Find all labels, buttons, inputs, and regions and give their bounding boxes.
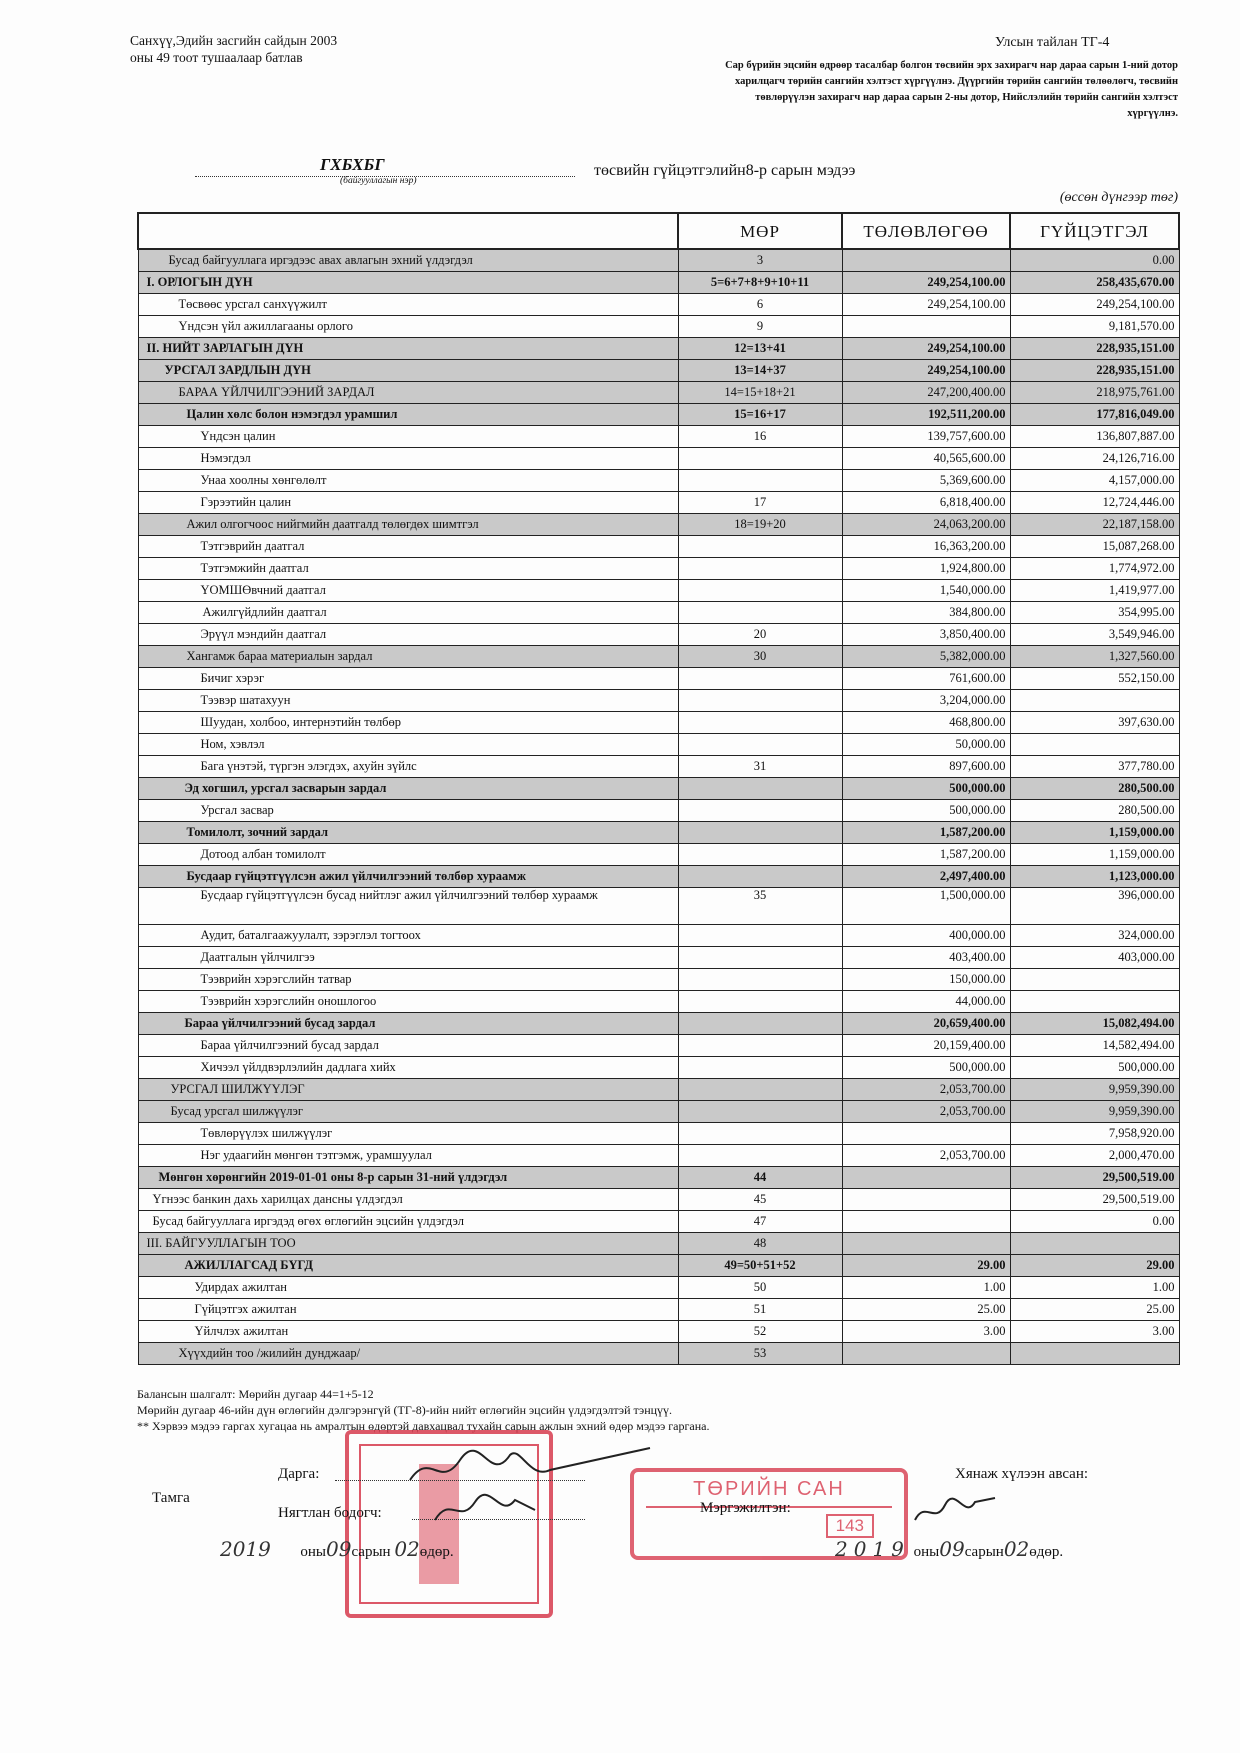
row-label: Аудит, баталгаажуулалт, зэрэглэл тогтоох <box>138 925 678 947</box>
table-row <box>138 1211 1179 1233</box>
row-actual <box>1010 1233 1179 1255</box>
row-actual: 397,630.00 <box>1010 712 1179 734</box>
row-plan: 1,540,000.00 <box>842 580 1010 602</box>
row-number <box>678 800 842 822</box>
row-label: Хүүхдийн тоо /жилийн дунджаар/ <box>138 1343 678 1365</box>
row-label: Дотоод албан томилолт <box>138 844 678 866</box>
table-row <box>138 1277 1179 1299</box>
row-actual: 9,959,390.00 <box>1010 1101 1179 1123</box>
row-plan: 500,000.00 <box>842 778 1010 800</box>
row-actual: 29.00 <box>1010 1255 1179 1277</box>
row-actual: 249,254,100.00 <box>1010 294 1179 316</box>
row-label: I. ОРЛОГЫН ДҮН <box>138 272 678 294</box>
row-number <box>678 778 842 800</box>
date-right-oni: оны <box>913 1544 940 1560</box>
row-plan: 1,587,200.00 <box>842 822 1010 844</box>
row-actual: 177,816,049.00 <box>1010 404 1179 426</box>
row-number: 52 <box>678 1321 842 1343</box>
footnote-balance-check: Балансын шалгалт: Мөрийн дугаар 44=1+5-12 <box>137 1387 374 1401</box>
signature-specialist <box>910 1490 1000 1530</box>
table-row <box>138 382 1179 404</box>
table-row <box>138 580 1179 602</box>
row-label: Унаа хоолны хөнгөлөлт <box>138 470 678 492</box>
row-actual: 280,500.00 <box>1010 800 1179 822</box>
table-header-row <box>138 213 1179 249</box>
row-plan: 384,800.00 <box>842 602 1010 624</box>
row-number <box>678 536 842 558</box>
row-label: Хичээл үйлдвэрлэлийн дадлага хийх <box>138 1057 678 1079</box>
approval-note: Санхүү,Эдийн засгийн сайдын 2003 оны 49 тоот тушаалаар батлав <box>130 33 338 65</box>
row-plan: 249,254,100.00 <box>842 360 1010 382</box>
row-plan: 2,497,400.00 <box>842 866 1010 888</box>
row-number <box>678 1013 842 1035</box>
table-row <box>138 602 1179 624</box>
table-row <box>138 1079 1179 1101</box>
row-label: Эд хогшил, урсгал засварын зардал <box>138 778 678 800</box>
table-row <box>138 514 1179 536</box>
row-actual: 15,087,268.00 <box>1010 536 1179 558</box>
date-right-year: 2019 <box>835 1537 910 1561</box>
row-plan: 500,000.00 <box>842 1057 1010 1079</box>
row-plan: 16,363,200.00 <box>842 536 1010 558</box>
row-number <box>678 1145 842 1167</box>
row-actual <box>1010 969 1179 991</box>
table-row <box>138 294 1179 316</box>
row-number: 16 <box>678 426 842 448</box>
row-number <box>678 712 842 734</box>
row-label: Шуудан, холбоо, интернэтийн төлбөр <box>138 712 678 734</box>
stamp-label: Тамга <box>152 1490 190 1506</box>
table-row <box>138 360 1179 382</box>
row-number: 30 <box>678 646 842 668</box>
row-plan <box>842 1123 1010 1145</box>
row-label: Ном, хэвлэл <box>138 734 678 756</box>
submission-note: Сар бүрийн эцсийн өдрөөр тасалбар болгон төсвийн эрх захирагч нар дараа сарын 1-ний дотор харилцагч төрийн сангийн хэлтэст хүргүүлнэ. Дүүргийн төрийн сангийн төлөөлөгч, төсвийн төвлөрүүлэн захирагч нар дараа сарын 2-ны дотор, Нийслэлийн төрийн сангийн хэлтэст хүргүүлнэ. <box>725 60 1178 119</box>
row-label: БАРАА ҮЙЛЧИЛГЭЭНИЙ ЗАРДАЛ <box>138 382 678 404</box>
budget-table <box>137 212 1180 1365</box>
row-actual: 15,082,494.00 <box>1010 1013 1179 1035</box>
row-label: II. НИЙТ ЗАРЛАГЫН ДҮН <box>138 338 678 360</box>
table-row <box>138 1013 1179 1035</box>
row-label: III. БАЙГУУЛЛАГЫН ТОО <box>138 1233 678 1255</box>
row-number <box>678 925 842 947</box>
row-plan: 1,587,200.00 <box>842 844 1010 866</box>
row-actual <box>1010 690 1179 712</box>
row-label: Бусад байгууллага иргэдээс авах авлагын эхний үлдэгдэл <box>138 249 678 272</box>
row-label: Даатгалын үйлчилгээ <box>138 947 678 969</box>
row-plan: 2,053,700.00 <box>842 1101 1010 1123</box>
row-label: Төвлөрүүлэх шилжүүлэг <box>138 1123 678 1145</box>
row-plan: 468,800.00 <box>842 712 1010 734</box>
unit-note: (өссөн дүнгээр төг) <box>1059 190 1178 205</box>
row-label: УРСГАЛ ЗАРДЛЫН ДҮН <box>138 360 678 382</box>
row-actual: 403,000.00 <box>1010 947 1179 969</box>
table-row <box>138 1167 1179 1189</box>
row-plan: 2,053,700.00 <box>842 1079 1010 1101</box>
row-label: Ажил олгогчоос нийгмийн даатгалд төлөгдөх шимтгэл <box>138 514 678 536</box>
col-header-row-number: МӨР <box>678 213 842 249</box>
row-label: Нэмэгдэл <box>138 448 678 470</box>
row-plan <box>842 316 1010 338</box>
table-row <box>138 1321 1179 1343</box>
footnote-payables: Мөрийн дугаар 46-ийн дүн өглөгийн дэлгэрэнгүй (ТГ-8)-ийн нийт өглөгийн эцсийн үлдэгдэлтэй тэнцүү. <box>137 1403 673 1417</box>
row-actual: 24,126,716.00 <box>1010 448 1179 470</box>
table-row <box>138 947 1179 969</box>
accountant-label: Нягтлан бодогч: <box>278 1505 382 1521</box>
row-number: 51 <box>678 1299 842 1321</box>
row-actual: 280,500.00 <box>1010 778 1179 800</box>
row-number: 53 <box>678 1343 842 1365</box>
row-number <box>678 844 842 866</box>
table-row <box>138 756 1179 778</box>
row-actual: 324,000.00 <box>1010 925 1179 947</box>
table-row <box>138 1255 1179 1277</box>
table-row <box>138 668 1179 690</box>
row-label: Удирдах ажилтан <box>138 1277 678 1299</box>
row-plan: 247,200,400.00 <box>842 382 1010 404</box>
table-row <box>138 558 1179 580</box>
table-row <box>138 448 1179 470</box>
row-number: 18=19+20 <box>678 514 842 536</box>
table-row <box>138 470 1179 492</box>
table-row <box>138 1343 1179 1365</box>
row-actual: 228,935,151.00 <box>1010 360 1179 382</box>
row-label: Цалин хөлс болон нэмэгдэл урамшил <box>138 404 678 426</box>
row-plan <box>842 1211 1010 1233</box>
row-actual: 22,187,158.00 <box>1010 514 1179 536</box>
table-row <box>138 925 1179 947</box>
row-plan: 139,757,600.00 <box>842 426 1010 448</box>
row-plan: 403,400.00 <box>842 947 1010 969</box>
row-label: Үйлчлэх ажилтан <box>138 1321 678 1343</box>
row-plan: 897,600.00 <box>842 756 1010 778</box>
row-label: Тээвэр шатахуун <box>138 690 678 712</box>
table-row <box>138 969 1179 991</box>
row-label: Үгнээс банкин дахь харилцах дансны үлдэгдэл <box>138 1189 678 1211</box>
row-plan: 20,159,400.00 <box>842 1035 1010 1057</box>
table-row <box>138 800 1179 822</box>
table-row <box>138 866 1179 888</box>
table-row <box>138 1057 1179 1079</box>
row-label: Тээврийн хэрэгслийн татвар <box>138 969 678 991</box>
table-row <box>138 822 1179 844</box>
row-label: Урсгал засвар <box>138 800 678 822</box>
row-actual: 29,500,519.00 <box>1010 1189 1179 1211</box>
row-number <box>678 822 842 844</box>
row-number <box>678 668 842 690</box>
footnotes <box>137 1386 710 1434</box>
table-row <box>138 426 1179 448</box>
row-number: 12=13+41 <box>678 338 842 360</box>
row-plan <box>842 1189 1010 1211</box>
row-plan: 6,818,400.00 <box>842 492 1010 514</box>
row-actual: 7,958,920.00 <box>1010 1123 1179 1145</box>
row-plan: 50,000.00 <box>842 734 1010 756</box>
table-row <box>138 1035 1179 1057</box>
row-plan: 29.00 <box>842 1255 1010 1277</box>
row-actual: 3,549,946.00 <box>1010 624 1179 646</box>
row-label: Мөнгөн хөрөнгийн 2019-01-01 оны 8-р сарын 31-ний үлдэгдэл <box>138 1167 678 1189</box>
row-plan: 3,850,400.00 <box>842 624 1010 646</box>
table-row <box>138 492 1179 514</box>
table-row <box>138 272 1179 294</box>
received-label: Хянаж хүлээн авсан: <box>955 1466 1089 1482</box>
row-actual <box>1010 734 1179 756</box>
table-row <box>138 1145 1179 1167</box>
date-left-sar: сарын <box>351 1544 391 1560</box>
row-plan: 400,000.00 <box>842 925 1010 947</box>
report-code: Улсын тайлан ТГ-4 <box>995 35 1110 50</box>
row-number <box>678 1101 842 1123</box>
specialist-label: Мэргэжилтэн: <box>700 1500 791 1516</box>
org-name-line <box>195 160 575 177</box>
table-row <box>138 844 1179 866</box>
row-label: Бусад урсгал шилжүүлэг <box>138 1101 678 1123</box>
row-actual: 29,500,519.00 <box>1010 1167 1179 1189</box>
row-number: 47 <box>678 1211 842 1233</box>
date-right-sar: сарын <box>964 1544 1004 1560</box>
table-row <box>138 1299 1179 1321</box>
row-number <box>678 1057 842 1079</box>
row-label: Тэтгэмжийн даатгал <box>138 558 678 580</box>
row-plan: 20,659,400.00 <box>842 1013 1010 1035</box>
row-label: Төсвөөс урсгал санхүүжилт <box>138 294 678 316</box>
row-plan: 1,924,800.00 <box>842 558 1010 580</box>
row-actual: 4,157,000.00 <box>1010 470 1179 492</box>
row-plan: 2,053,700.00 <box>842 1145 1010 1167</box>
row-plan: 761,600.00 <box>842 668 1010 690</box>
org-name: ГХБХБГ <box>320 155 385 174</box>
row-plan: 249,254,100.00 <box>842 272 1010 294</box>
row-label: Тэтгэврийн даатгал <box>138 536 678 558</box>
row-actual <box>1010 1343 1179 1365</box>
row-number <box>678 690 842 712</box>
col-header-plan: ТӨЛӨВЛӨГӨӨ <box>842 213 1010 249</box>
row-actual: 1,159,000.00 <box>1010 822 1179 844</box>
row-number <box>678 558 842 580</box>
row-number: 14=15+18+21 <box>678 382 842 404</box>
row-label: Гэрээтийн цалин <box>138 492 678 514</box>
row-actual: 258,435,670.00 <box>1010 272 1179 294</box>
table-row <box>138 690 1179 712</box>
row-number: 6 <box>678 294 842 316</box>
row-actual <box>1010 991 1179 1013</box>
date-right-odor: өдөр. <box>1029 1544 1064 1560</box>
row-actual: 354,995.00 <box>1010 602 1179 624</box>
row-plan: 249,254,100.00 <box>842 294 1010 316</box>
date-left-year: 2019 <box>220 1537 271 1561</box>
col-header-actual: ГҮЙЦЭТГЭЛ <box>1010 213 1179 249</box>
row-number <box>678 448 842 470</box>
row-plan: 3,204,000.00 <box>842 690 1010 712</box>
row-actual: 1.00 <box>1010 1277 1179 1299</box>
date-left-month: 09 <box>326 1537 352 1561</box>
table-row <box>138 646 1179 668</box>
footnote-holiday: ** Хэрвээ мэдээ гаргах хугацаа нь амралтын өдөртэй давхацвал тухайн сарын ажлын эхний өдөр мэдээ гаргана. <box>137 1419 710 1433</box>
row-plan: 150,000.00 <box>842 969 1010 991</box>
row-actual: 1,123,000.00 <box>1010 866 1179 888</box>
table-body <box>138 249 1179 1365</box>
row-actual: 12,724,446.00 <box>1010 492 1179 514</box>
row-actual: 1,774,972.00 <box>1010 558 1179 580</box>
row-actual: 25.00 <box>1010 1299 1179 1321</box>
row-number <box>678 734 842 756</box>
row-number <box>678 947 842 969</box>
row-plan <box>842 1343 1010 1365</box>
row-number: 5=6+7+8+9+10+11 <box>678 272 842 294</box>
table-row <box>138 991 1179 1013</box>
table-row <box>138 712 1179 734</box>
row-plan: 5,369,600.00 <box>842 470 1010 492</box>
row-label: Эрүүл мэндийн даатгал <box>138 624 678 646</box>
row-number: 17 <box>678 492 842 514</box>
row-plan: 44,000.00 <box>842 991 1010 1013</box>
row-actual: 1,419,977.00 <box>1010 580 1179 602</box>
row-plan <box>842 1167 1010 1189</box>
row-label: УРСГАЛ ШИЛЖҮҮЛЭГ <box>138 1079 678 1101</box>
director-label: Дарга: <box>278 1466 320 1482</box>
row-number <box>678 602 842 624</box>
row-actual: 0.00 <box>1010 1211 1179 1233</box>
row-actual: 9,181,570.00 <box>1010 316 1179 338</box>
row-plan: 40,565,600.00 <box>842 448 1010 470</box>
date-left-day: 02 <box>394 1537 420 1561</box>
row-actual: 552,150.00 <box>1010 668 1179 690</box>
row-actual: 9,959,390.00 <box>1010 1079 1179 1101</box>
row-actual: 396,000.00 <box>1010 888 1179 925</box>
row-actual: 500,000.00 <box>1010 1057 1179 1079</box>
treasury-stamp-title: ТӨРИЙН САН <box>693 1478 845 1500</box>
row-label: Ажилгүйдлийн даатгал <box>138 602 678 624</box>
row-plan <box>842 1233 1010 1255</box>
table-row <box>138 338 1179 360</box>
row-actual: 14,582,494.00 <box>1010 1035 1179 1057</box>
signature-accountant <box>430 1490 540 1530</box>
row-label: Нэг удаагийн мөнгөн тэтгэмж, урамшуулал <box>138 1145 678 1167</box>
row-label: ҮОМШӨвчний даатгал <box>138 580 678 602</box>
table-row <box>138 888 1179 925</box>
row-plan <box>842 249 1010 272</box>
table-row <box>138 249 1179 272</box>
row-number: 15=16+17 <box>678 404 842 426</box>
row-number: 9 <box>678 316 842 338</box>
row-actual: 218,975,761.00 <box>1010 382 1179 404</box>
table-row <box>138 734 1179 756</box>
row-label: Томилолт, зочний зардал <box>138 822 678 844</box>
date-right <box>835 1537 1063 1561</box>
row-number <box>678 470 842 492</box>
row-label: Бага үнэтэй, түргэн элэгдэх, ахуйн зүйлс <box>138 756 678 778</box>
row-number <box>678 1123 842 1145</box>
table-row <box>138 1233 1179 1255</box>
row-label: Бараа үйлчилгээний бусад зардал <box>138 1013 678 1035</box>
row-label: Үндсэн цалин <box>138 426 678 448</box>
org-caption: (байгууллагын нэр) <box>340 176 417 186</box>
row-label: Хангамж бараа материалын зардал <box>138 646 678 668</box>
row-plan: 5,382,000.00 <box>842 646 1010 668</box>
date-left <box>220 1537 454 1561</box>
row-label: Бусдаар гүйцэтгүүлсэн бусад нийтлэг ажил үйлчилгээний төлбөр хураамж <box>138 888 678 925</box>
row-plan: 24,063,200.00 <box>842 514 1010 536</box>
row-number <box>678 580 842 602</box>
row-number: 31 <box>678 756 842 778</box>
row-number: 20 <box>678 624 842 646</box>
report-title: төсвийн гүйцэтгэлийн8-р сарын мэдээ <box>594 162 856 179</box>
row-number: 50 <box>678 1277 842 1299</box>
row-label: Үндсэн үйл ажиллагааны орлого <box>138 316 678 338</box>
row-actual: 136,807,887.00 <box>1010 426 1179 448</box>
row-number: 13=14+37 <box>678 360 842 382</box>
table-row <box>138 536 1179 558</box>
row-plan: 500,000.00 <box>842 800 1010 822</box>
table-row <box>138 404 1179 426</box>
row-number <box>678 991 842 1013</box>
row-actual: 0.00 <box>1010 249 1179 272</box>
date-right-month: 09 <box>939 1537 965 1561</box>
row-label: Бусдаар гүйцэтгүүлсэн ажил үйлчилгээний төлбөр хураамж <box>138 866 678 888</box>
row-label: Гүйцэтгэх ажилтан <box>138 1299 678 1321</box>
table-row <box>138 1189 1179 1211</box>
row-actual: 1,327,560.00 <box>1010 646 1179 668</box>
row-number: 3 <box>678 249 842 272</box>
row-label: Бичиг хэрэг <box>138 668 678 690</box>
row-plan: 1,500,000.00 <box>842 888 1010 925</box>
row-number <box>678 1079 842 1101</box>
row-number <box>678 969 842 991</box>
row-plan: 249,254,100.00 <box>842 338 1010 360</box>
row-number: 45 <box>678 1189 842 1211</box>
row-actual: 2,000,470.00 <box>1010 1145 1179 1167</box>
table-row <box>138 624 1179 646</box>
date-left-oni: оны <box>300 1544 327 1560</box>
row-actual: 1,159,000.00 <box>1010 844 1179 866</box>
row-number: 49=50+51+52 <box>678 1255 842 1277</box>
row-number <box>678 1035 842 1057</box>
row-plan: 1.00 <box>842 1277 1010 1299</box>
table-row <box>138 1101 1179 1123</box>
row-plan: 192,511,200.00 <box>842 404 1010 426</box>
row-actual: 3.00 <box>1010 1321 1179 1343</box>
treasury-stamp-number: 143 <box>826 1514 874 1538</box>
row-label: Тээврийн хэрэгслийн оношлогоо <box>138 991 678 1013</box>
row-plan: 25.00 <box>842 1299 1010 1321</box>
row-number: 35 <box>678 888 842 925</box>
row-actual: 377,780.00 <box>1010 756 1179 778</box>
row-number: 48 <box>678 1233 842 1255</box>
row-label: Бусад байгууллага иргэдэд өгөх өглөгийн эцсийн үлдэгдэл <box>138 1211 678 1233</box>
table-row <box>138 1123 1179 1145</box>
row-number <box>678 866 842 888</box>
row-plan: 3.00 <box>842 1321 1010 1343</box>
date-left-odor: өдөр. <box>419 1544 454 1560</box>
row-number: 44 <box>678 1167 842 1189</box>
col-header-label <box>138 213 678 249</box>
date-right-day: 02 <box>1003 1537 1030 1561</box>
table-row <box>138 316 1179 338</box>
row-actual: 228,935,151.00 <box>1010 338 1179 360</box>
table-row <box>138 778 1179 800</box>
row-label: Бараа үйлчилгээний бусад зардал <box>138 1035 678 1057</box>
row-label: АЖИЛЛАГСАД БҮГД <box>138 1255 678 1277</box>
